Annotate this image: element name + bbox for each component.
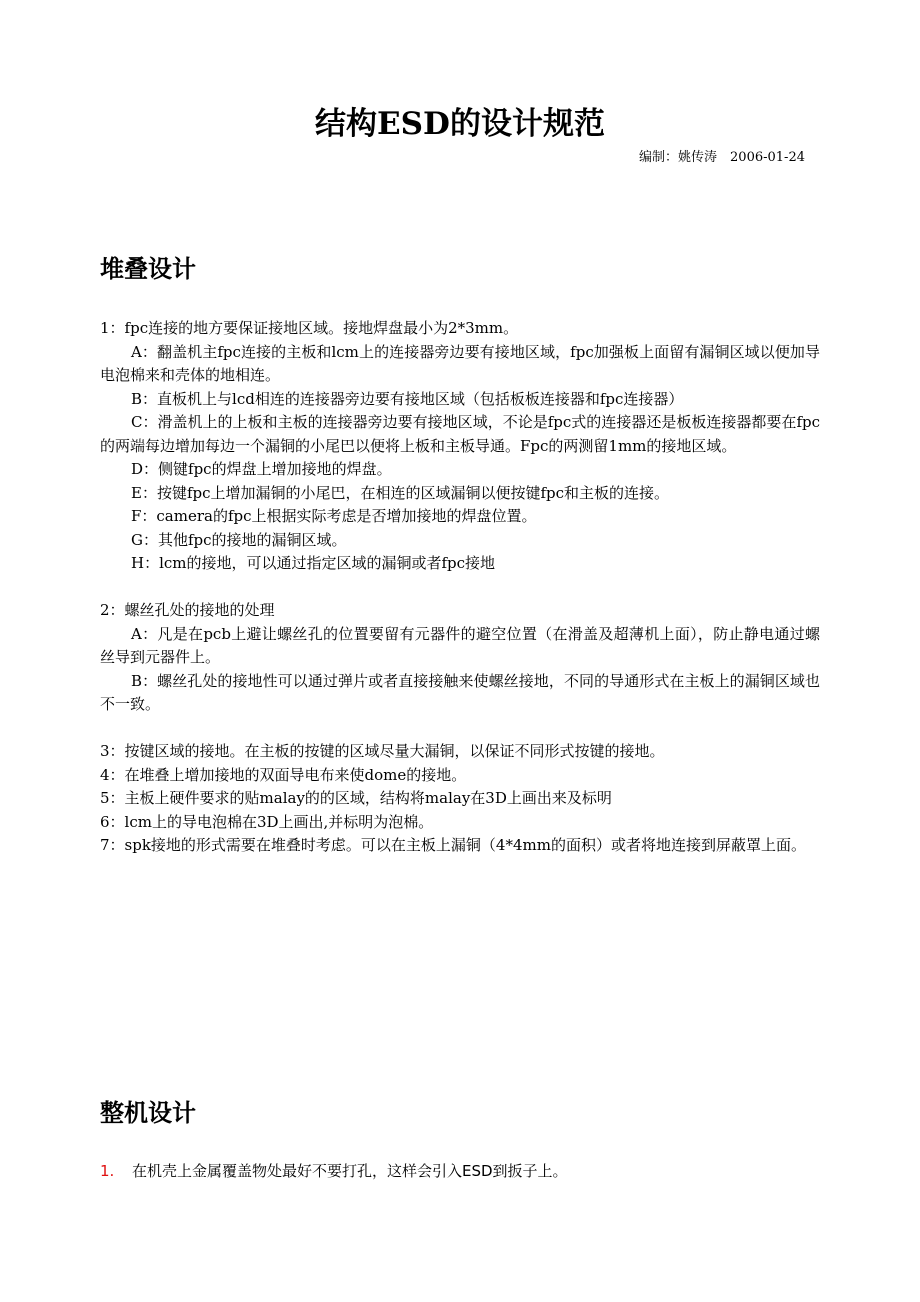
section-heading-stacking: 堆叠设计 bbox=[100, 255, 196, 283]
paragraph: 4：在堆叠上增加接地的双面导电布来使dome的接地。 bbox=[100, 765, 467, 784]
paragraph: 2：螺丝孔处的接地的处理 bbox=[100, 601, 275, 619]
paragraph: A：翻盖机主fpc连接的主板和lcm上的连接器旁边要有接地区域，fpc加强板上面留有漏铜区域以便加导电泡棉来和壳体的地相连。 bbox=[100, 342, 820, 384]
blank-line bbox=[100, 576, 820, 600]
numbered-list bbox=[100, 1160, 820, 1183]
list-item-text: 在机壳上金属覆盖物处最好不要打孔，这样会引入ESD到扳子上。 bbox=[132, 1162, 568, 1180]
paragraph: D：侧键fpc的焊盘上增加接地的焊盘。 bbox=[131, 460, 392, 478]
paragraph: 7：spk接地的形式需要在堆叠时考虑。可以在主板上漏铜（4*4mm的面积）或者将地连接到屏蔽罩上面。 bbox=[100, 836, 806, 854]
blank-line bbox=[100, 717, 820, 741]
list-item bbox=[100, 1160, 820, 1183]
paragraph: A：凡是在pcb上避让螺丝孔的位置要留有元器件的避空位置（在滑盖及超薄机上面），防止静电通过螺丝导到元器件上。 bbox=[100, 624, 820, 666]
paragraph: 5：主板上硬件要求的贴malay的的区域，结构将malay在3D上画出来及标明 bbox=[100, 789, 612, 807]
paragraph: H：lcm的接地，可以通过指定区域的漏铜或者fpc接地 bbox=[131, 554, 496, 572]
paragraph: B：直板机上与lcd相连的连接器旁边要有接地区域（包括板板连接器和fpc连接器） bbox=[131, 389, 684, 408]
section-heading-whole-unit: 整机设计 bbox=[100, 1099, 196, 1127]
document-byline: 编制：姚传涛 2006-01-24 bbox=[639, 150, 805, 165]
list-item-number: 1. bbox=[100, 1162, 115, 1180]
section-body-stacking bbox=[100, 317, 820, 858]
paragraph: 1：fpc连接的地方要保证接地区域。接地焊盘最小为2*3mm。 bbox=[100, 319, 519, 337]
paragraph: B：螺丝孔处的接地性可以通过弹片或者直接接触来使螺丝接地，不同的导通形式在主板上的漏铜区域也不一致。 bbox=[100, 671, 820, 713]
paragraph: 3：按键区域的接地。在主板的按键的区域尽量大漏铜，以保证不同形式按键的接地。 bbox=[100, 742, 665, 760]
paragraph: G：其他fpc的接地的漏铜区域。 bbox=[131, 530, 347, 549]
document-title: 结构ESD的设计规范 bbox=[315, 106, 605, 142]
paragraph: 6：lcm上的导电泡棉在3D上画出,并标明为泡棉。 bbox=[100, 812, 434, 831]
paragraph: F：camera的fpc上根据实际考虑是否增加接地的焊盘位置。 bbox=[131, 507, 537, 525]
paragraph: E：按键fpc上增加漏铜的小尾巴，在相连的区域漏铜以便按键fpc和主板的连接。 bbox=[131, 483, 670, 502]
paragraph: C：滑盖机上的上板和主板的连接器旁边要有接地区域，不论是fpc式的连接器还是板板连接器都要在fpc的两端每边增加每边一个漏铜的小尾巴以便将上板和主板导通。Fpc的两测留1mm的接地区域。 bbox=[100, 413, 820, 455]
